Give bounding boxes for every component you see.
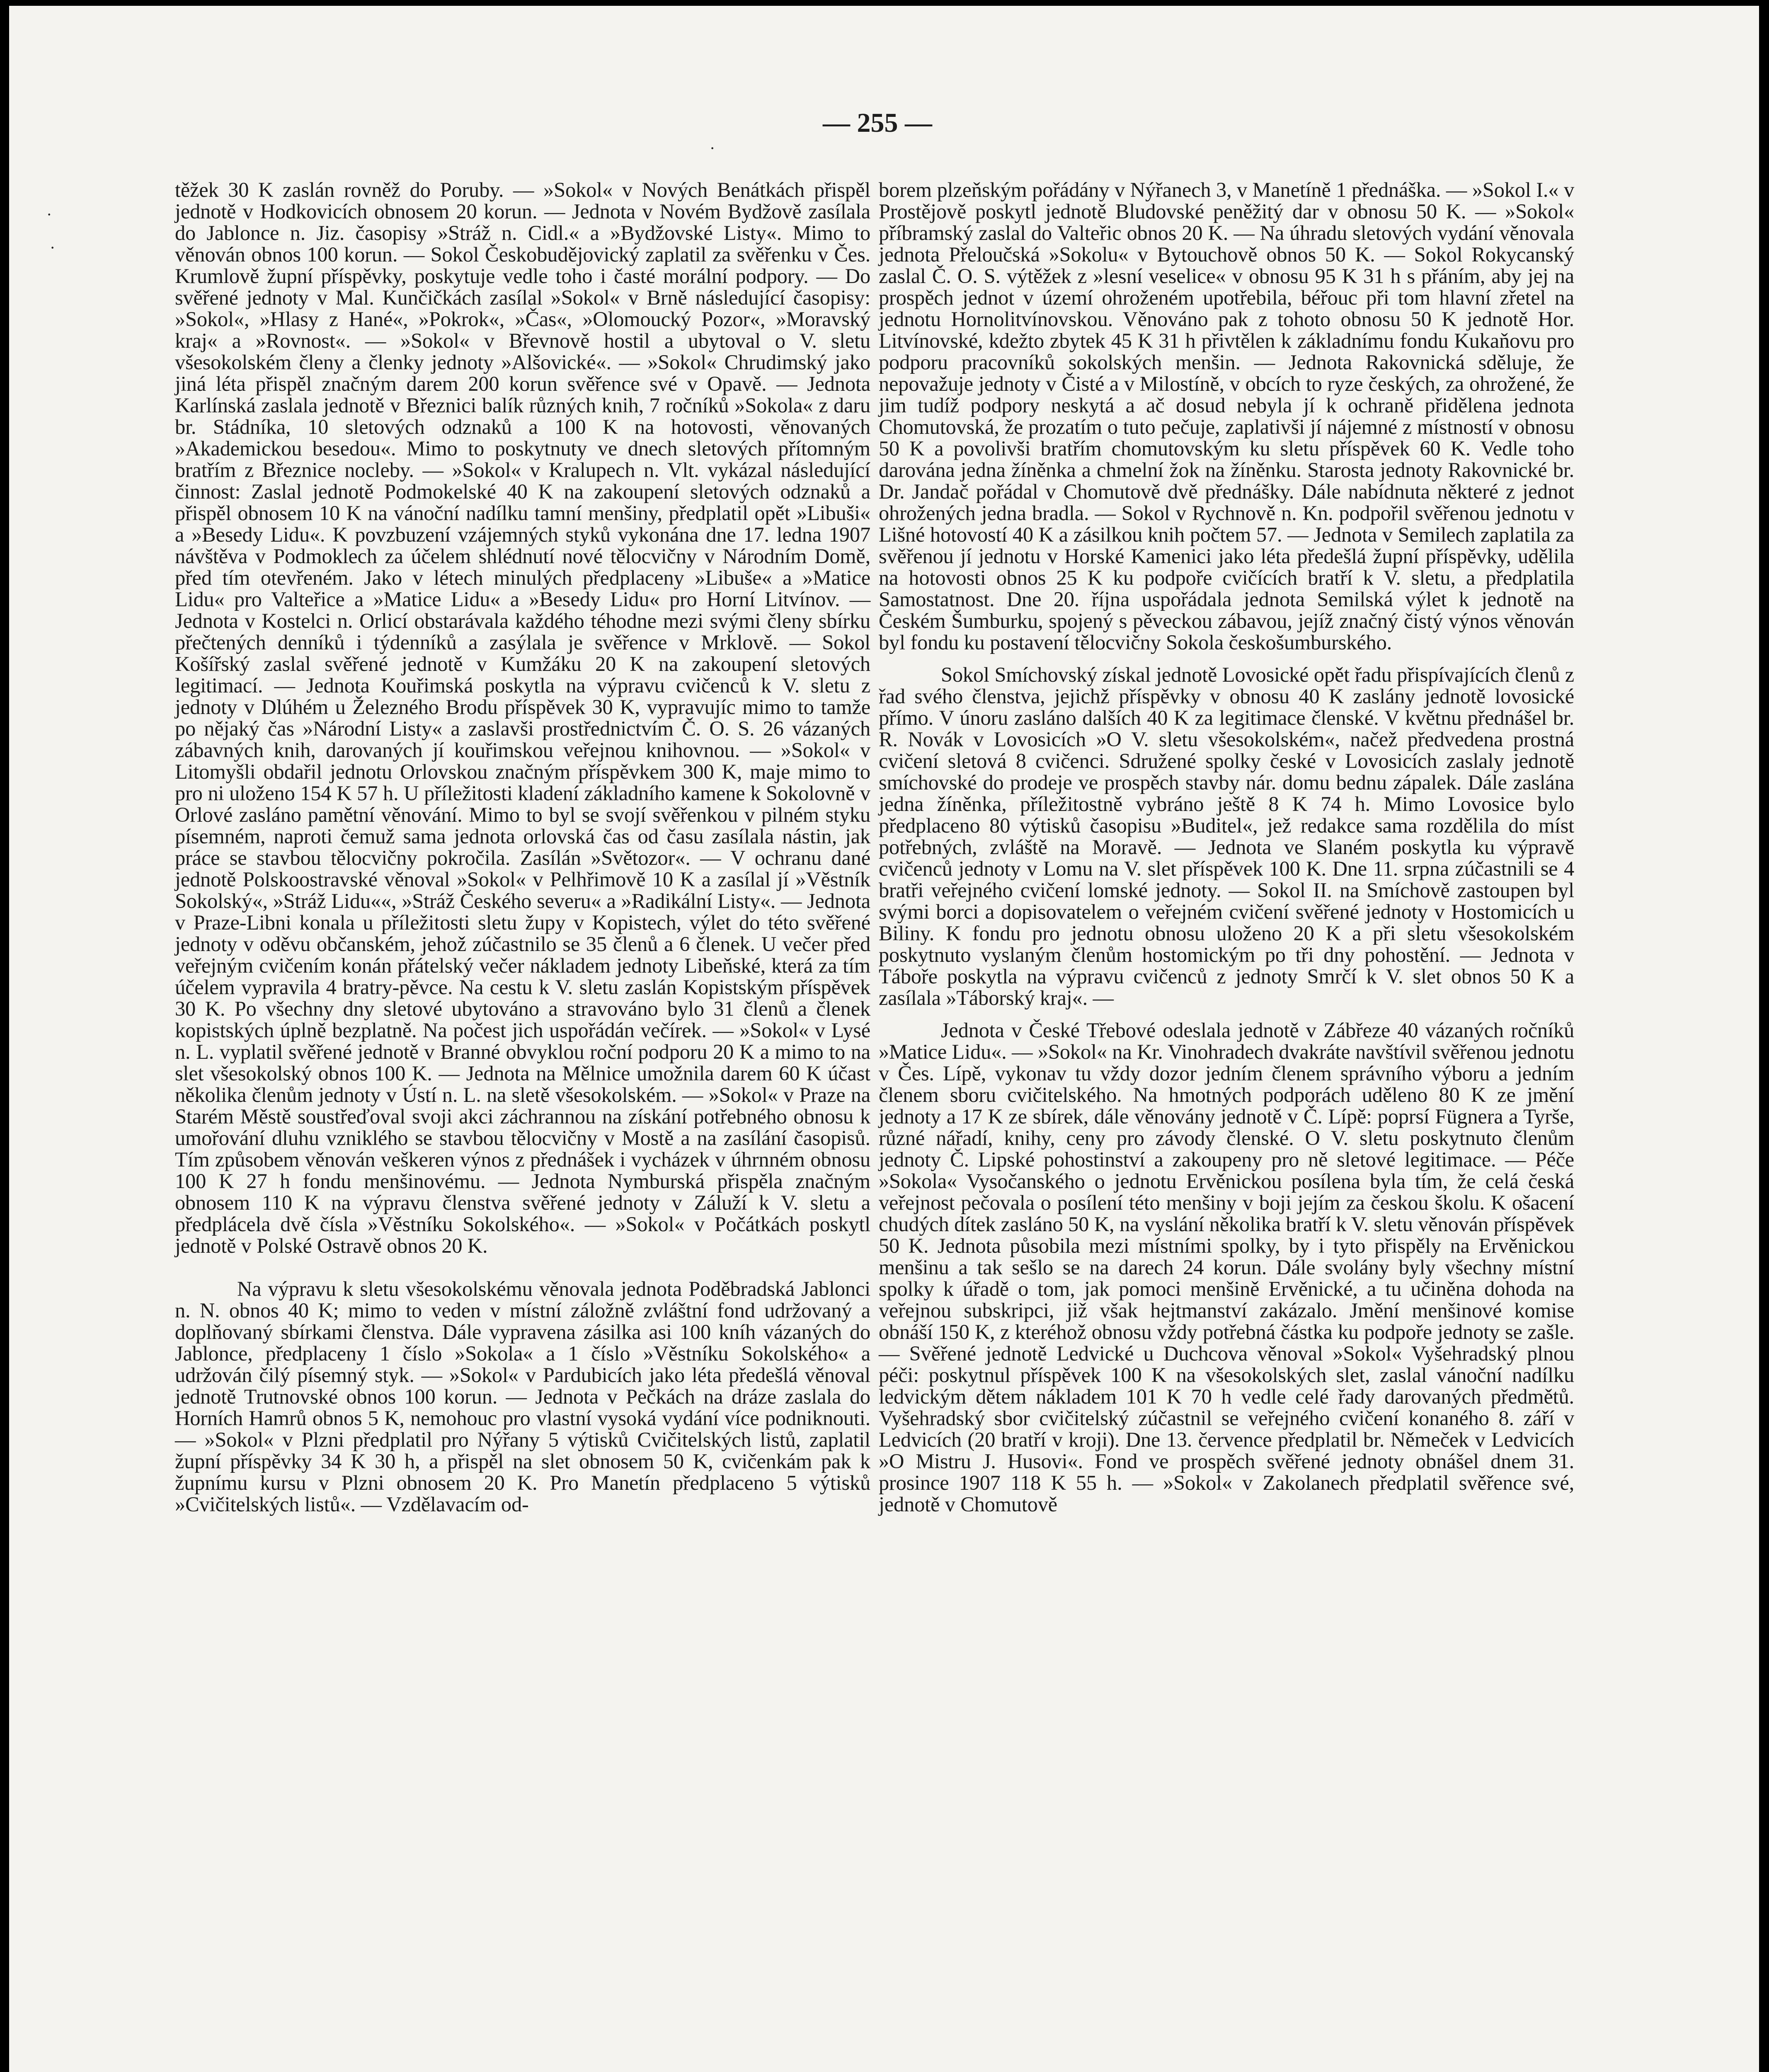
paragraph: Na výpravu k sletu všesokolskému věnovala jednota Poděbradská Jablonci n. N. obnos 40 K; mimo to veden v místní záložně zvláštní fond udržovaný a doplňovaný sbírkami členstva. Dále vypravena zásilka asi 100 kníh vázaných do Jablonce, předplaceny 1 číslo »Sokola« a 1 číslo »Věstníku Sokolského« a udržován čilý písemný styk. — »Sokol« v Pardubicích jako léta předešlá věnoval jednotě Trutnovské obnos 100 korun. — Jednota v Pečkách na dráze zaslala do Horních Hamrů obnos 5 K, nemohouc pro vlastní vysoká vydání více podniknouti. — »Sokol« v Plzni předplatil pro Nýřany 5 výtisků Cvičitelských listů, zaplatil župní příspěvky 34 K 30 h, a přispěl na slet obnosem 50 K, cvičenkám pak k župnímu kursu v Plzni obnosem 20 K. Pro Manetín předplaceno 5 výtisků »Cvičitelských listů«. — Vzdělavacím od-: [175, 1277, 870, 1516]
margin-mark: ·: [46, 205, 52, 224]
page-number: — 255 —: [823, 108, 932, 138]
scanned-page: [9, 6, 1759, 2072]
margin-mark: ·: [710, 139, 715, 157]
right-text-column: [879, 179, 1574, 1515]
margin-mark: ·: [50, 238, 56, 257]
left-text-column: [175, 179, 870, 1515]
paragraph: borem plzeňským pořádány v Nýřanech 3, v Manetíně 1 přednáška. — »Sokol I.« v Prostějově poskytl jednotě Bludovské peněžitý dar v obnosu 50 K. — »Sokol« příbramský zaslal do Valteřic obnos 20 K. — Na úhradu sletových vydání věnovala jednota Přeloučská »Sokolu« v Bytouchově obnos 50 K. — Sokol Rokycanský zaslal Č. O. S. výtěžek z »lesní veselice« v obnosu 95 K 31 h s přáním, aby jej na prospěch jednot v území ohroženém upotřebila, béřouc při tom hlavní zřetel na jednotu Hornolitvínovskou. Věnováno pak z tohoto obnosu 50 K jednotě Hor. Litvínovské, kdežto zbytek 45 K 31 h přivtělen k základnímu fondu Kukaňovu pro podporu pracovníků sokolských menšin. — Jednota Rakovnická sděluje, že nepovažuje jednoty v Čisté a v Milostíně, v obcích to ryze českých, za ohrožené, že jim tudíž podpory neskytá a ač dosud nebyla jí k ochraně přidělena jednota Chomutovská, že prozatím o tuto pečuje, zaplativši jí nájemné z místností v obnosu 50 K a povolivši bratřím chomutovským ku sletu příspěvek 60 K. Vedle toho darována jedna žíněnka a chmelní žok na žíněnku. Starosta jednoty Rakovnické br. Dr. Jandač pořádal v Chomutově dvě přednášky. Dále nabídnuta některé z jednot ohrožených jedna bradla. — Sokol v Rychnově n. Kn. podpořil svěřenou jednotu v Lišné hotovostí 40 K a zásilkou knih počtem 57. — Jednota v Semilech zaplatila za svěřenou jí jednotu v Horské Kamenici jako léta předešlá župní příspěvky, udělila na hotovosti obnos 25 K ku podpoře cvičících bratří k V. sletu, a předplatila Samostatnost. Dne 20. října uspořádala jednota Semilská výlet k jednotě na Českém Šumburku, spojený s pěveckou zábavou, jejíž značný čistý výnos věnován byl fondu ku postavení tělocvičny Sokola českošumburského.: [879, 178, 1574, 654]
paragraph: Jednota v České Třebové odeslala jednotě v Zábřeze 40 vázaných ročníků »Matice Lidu«. — »Sokol« na Kr. Vinohradech dvakráte navštívil svěřenou jednotu v Čes. Lípě, vykonav tu vždy dozor jedním členem správního výboru a jedním členem sboru cvičitelského. Na hmotných podporách uděleno 80 K ze jmění jednoty a 17 K ze sbírek, dále věnovány jednotě v Č. Lípě: poprsí Fügnera a Tyrše, různé nářadí, knihy, ceny pro závody členské. O V. sletu poskytnuto členům jednoty Č. Lipské pohostinství a zakoupeny pro ně sletové legitimace. — Péče »Sokola« Vysočanského o jednotu Ervěnickou posílena byla tím, že celá česká veřejnost pečovala o posílení této menšiny v boji jejím za českou školu. K ošacení chudých dítek zasláno 50 K, na vyslání několika bratří k V. sletu věnován příspěvek 50 K. Jednota působila mezi místními spolky, by i tyto přispěly na Ervěnickou menšinu a tak sešlo se na darech 24 korun. Dále svolány byly všechny místní spolky k úřadě o tom, jak pomoci menšině Ervěnické, a tu učiněna dohoda na veřejnou subskripci, již však hejtmanství zakázalo. Jmění menšinové komise obnáší 150 K, z kteréhož obnosu vždy potřebná částka ku podpoře jednoty se zašle. — Svěřené jednotě Ledvické u Duchcova věnoval »Sokol« Vyšehradský plnou péči: poskytnul příspěvek 100 K na všesokolských slet, zaslal vánoční nadílku ledvickým dětem nákladem 101 K 70 h vedle celé řady darovaných předmětů. Vyšehradský sbor cvičitelský zúčastnil se veřejného cvičení konaného 8. září v Ledvicích (20 bratří v kroji). Dne 13. července předplatil br. Němeček v Ledvicích »O Mistru J. Husovi«. Fond ve prospěch svěřené jednoty obnášel dnem 31. prosince 1907 118 K 55 h. — »Sokol« v Zakolanech předplatil svěřence své, jednotě v Chomutově: [879, 1019, 1574, 1516]
paragraph: těžek 30 K zaslán rovněž do Poruby. — »Sokol« v Nových Benátkách přispěl jednotě v Hodkovicích obnosem 20 korun. — Jednota v Novém Bydžově zasílala do Jablonce n. Jiz. časopisy »Stráž n. Cidl.« a »Bydžovské Listy«. Mimo to věnován obnos 100 korun. — Sokol Českobudějovický zaplatil za svěřenku v Čes. Krumlově župní příspěvky, poskytuje vedle toho i časté morální podpory. — Do svěřené jednoty v Mal. Kunčičkách zasílal »Sokol« v Brně následující časopisy: »Sokol«, »Hlasy z Hané«, »Pokrok«, »Čas«, »Olomoucký Pozor«, »Moravský kraj« a »Rovnost«. — »Sokol« v Břevnově hostil a ubytoval o V. sletu všesokolském členy a členky jednoty »Alšovické«. — »Sokol« Chrudimský jako jiná léta přispěl značným darem 200 korun svěřence své v Opavě. — Jednota Karlínská zaslala jednotě v Březnici balík různých knih, 7 ročníků »Sokola« z daru br. Stádníka, 10 sletových odznaků a 100 K na hotovosti, věnovaných »Akademickou besedou«. Mimo to poskytnuty ve dnech sletových přítomným bratřím z Březnice nocleby. — »Sokol« v Kralupech n. Vlt. vykázal následující činnost: Zaslal jednotě Podmokelské 40 K na zakoupení sletových odznaků a přispěl obnosem 10 K na vánoční nadílku tamní menšiny, předplatil opět »Libuši« a »Besedy Lidu«. K povzbuzení vzájemných styků vykonána dne 17. ledna 1907 návštěva v Podmoklech za účelem shlédnutí nové tělocvičny v Národním Domě, před tím otevřeném. Jako v létech minulých předplaceny »Libuše« a »Matice Lidu« pro Valteřice a »Matice Lidu« a »Besedy Lidu« pro Horní Litvínov. — Jednota v Kostelci n. Orlicí obstarávala každého téhodne mezi svými členy sbírku přečtených denníků i týdenníků a zasýlala je svěřence v Mrklově. — Sokol Košířský zaslal svěřené jednotě v Kumžáku 20 K na zakoupení sletových legitimací. — Jednota Kouřimská poskytla na výpravu cvičenců k V. sletu z jednoty v Dlúhém u Železného Brodu příspěvek 30 K, vypravujíc mimo to tamže po nějaký čas »Národní Listy« a zaslavši prostřednictvím Č. O. S. 26 vázaných zábavných knih, darovaných jí kouřimskou veřejnou knihovnou. — »Sokol« v Litomyšli obdařil jednotu Orlovskou značným příspěvkem 300 K, maje mimo to pro ni uloženo 154 K 57 h. U příležitosti kladení základního kamene k Sokolovně v Orlové zasláno pamětní věnování. Mimo to byl se svojí svěřenkou v pilném styku písemném, naproti čemuž sama jednota orlovská čas od času zasílala nástin, jak práce se stavbou tělocvičny pokročila. Zasílán »Světozor«. — V ochranu dané jednotě Polskoostravské věnoval »Sokol« v Pelhřimově 10 K a zasílal jí »Věstník Sokolský«, »Stráž Lidu««, »Stráž Českého severu« a »Radikální Listy«. — Jednota v Praze-Libni konala u příležitosti sletu župy v Kopistech, výlet do této svěřené jednoty v oděvu občanském, jehož zúčastnilo se 35 členů a 6 členek. U večer před veřejným cvičením konán přátelský večer nákladem jednoty Libeňské, která za tím účelem vypravila 4 bratry-pěvce. Na cestu k V. sletu zaslán Kopistským příspěvek 30 K. Po všechny dny sletové ubytováno a stravováno bylo 31 členů a členek kopistských úplně bezplatně. Na počest jich uspořádán večírek. — »Sokol« v Lysé n. L. vyplatil svěřené jednotě v Branné obvyklou roční podporu 20 K a mimo to na slet všesokolský obnos 100 K. — Jednota na Mělnice umožnila darem 60 K účast několika členům jednoty v Ústí n. L. na sletě všesokolském. — »Sokol« v Praze na Starém Městě soustřeďoval svoji akci záchrannou na získání potřebného obnosu k umořování dluhu vzniklého se stavbou tělocvičny v Mostě a na zasílání časopisů. Tím způsobem věnován veškeren výnos z přednášek i vycházek v úhrnném obnosu 100 K 27 h fondu menšinovému. — Jednota Nymburská přispěla značným obnosem 110 K na výpravu členstva svěřené jednoty v Záluží k V. sletu a předplácela dvě čísla »Věstníku Sokolského«. — »Sokol« v Počátkách poskytl jednotě v Polské Ostravě obnos 20 K.: [175, 178, 870, 1257]
paragraph: Sokol Smíchovský získal jednotě Lovosické opět řadu přispívajících členů z řad svého členstva, jejichž příspěvky v obnosu 40 K zaslány jednotě lovosické přímo. V únoru zasláno dalších 40 K za legitimace členské. V květnu přednášel br. R. Novák v Lovosicích »O V. sletu všesokolském«, načež předvedena prostná cvičení sletová 8 cvičenci. Sdružené spolky české v Lovosicích zaslaly jednotě smíchovské do prodeje ve prospěch stavby nár. domu bednu zápalek. Dále zaslána jedna žíněnka, příležitostně vybráno ještě 8 K 74 h. Mimo Lovosice bylo předplaceno 80 výtisků časopisu »Buditel«, jež redakce sama rozdělila do míst potřebných, zvláště na Moravě. — Jednota ve Slaném poskytla ku výpravě cvičenců jednoty v Lomu na V. slet příspěvek 100 K. Dne 11. srpna zúčastnili se 4 bratři veřejného cvičení lomské jednoty. — Sokol II. na Smíchově zastoupen byl svými borci a dopisovatelem o veřejném cvičení svěřené jednoty v Hostomicích u Biliny. K fondu pro jednotu obnosu uloženo 20 K a při sletu všesokolském poskytnuto vyslaným členům hostomickým po tři dny pohostění. — Jednota v Táboře poskytla na výpravu cvičenců z jednoty Smrčí k V. slet obnos 50 K a zasílala »Táborský kraj«. —: [879, 663, 1574, 1009]
